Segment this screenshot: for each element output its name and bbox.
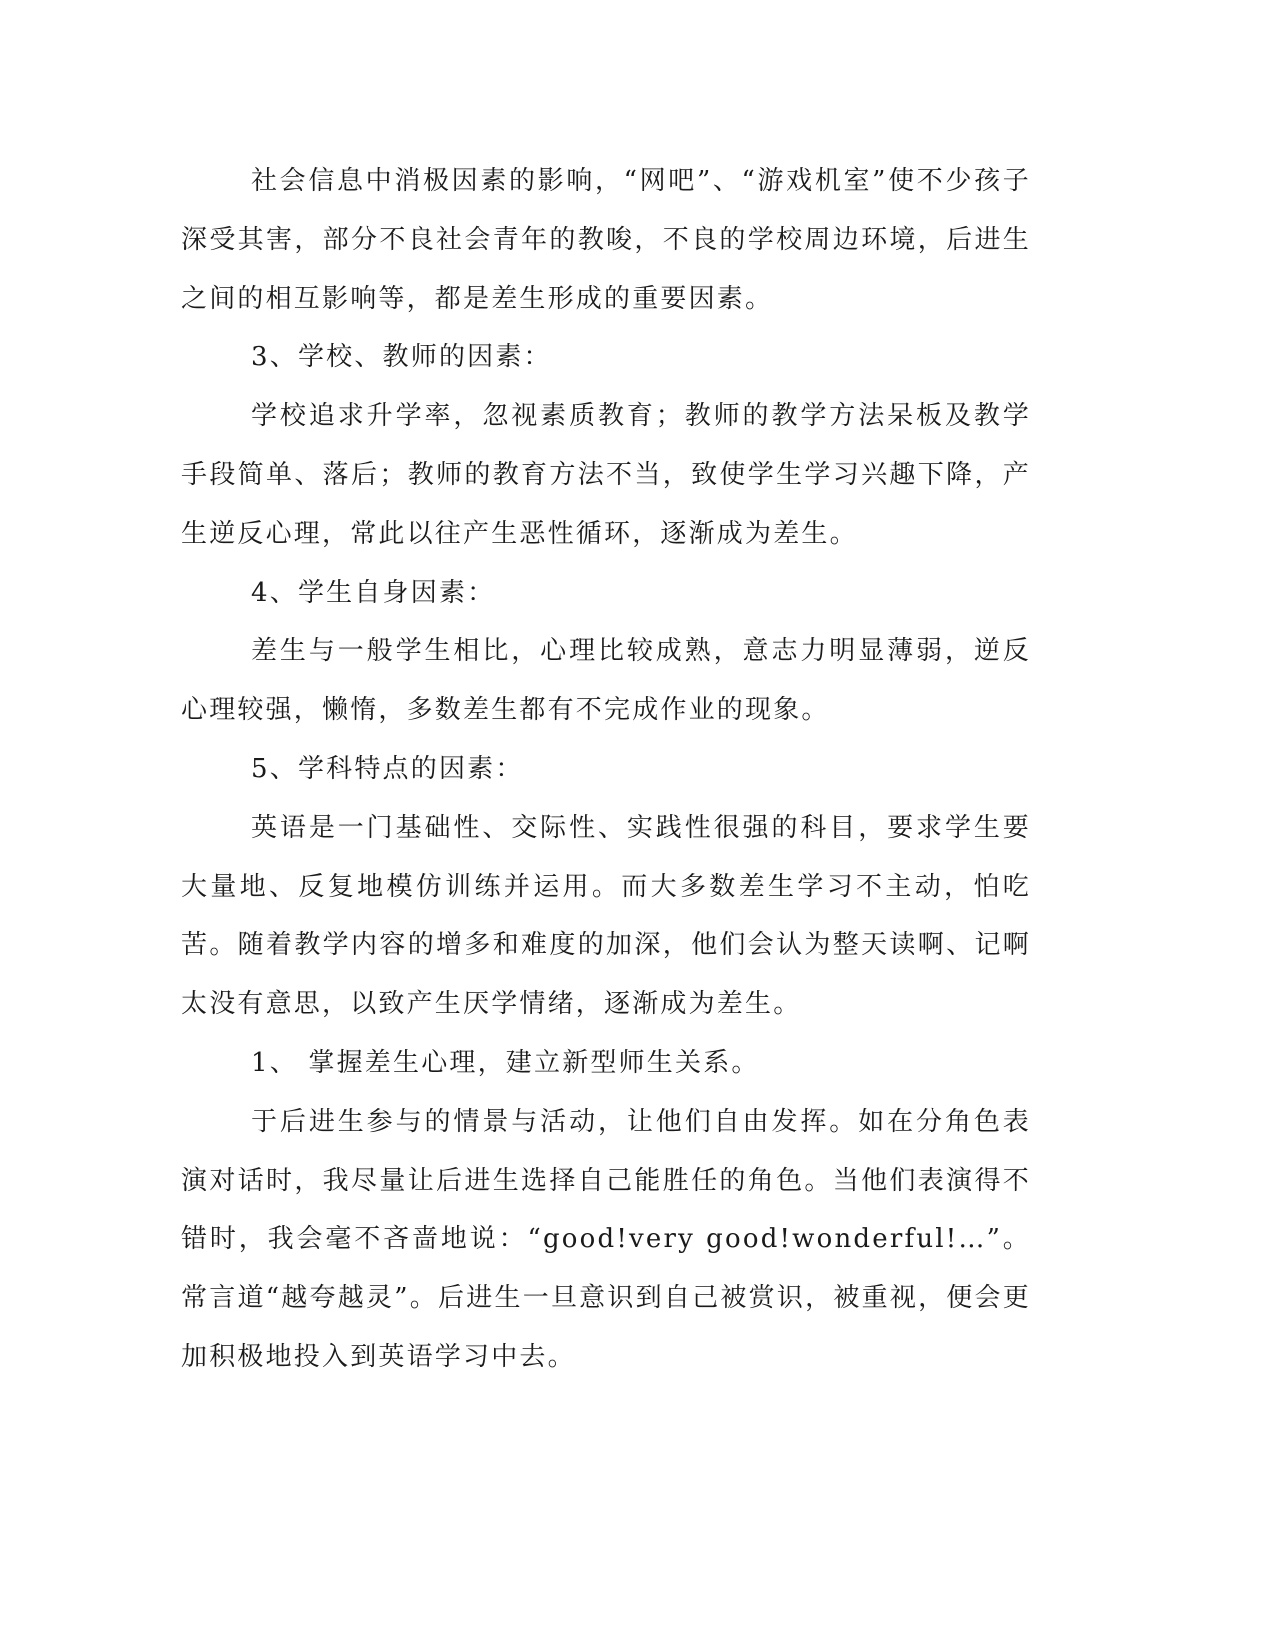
document-body bbox=[181, 152, 1031, 1387]
paragraph-student-psychology: 于后进生参与的情景与活动，让他们自由发挥。如在分角色表演对话时，我尽量让后进生选择自己能胜任的角色。当他们表演得不错时，我会毫不吝啬地说：“good!very good!wonderful!…”。常言道“越夸越灵”。后进生一旦意识到自己被赏识，被重视，便会更加积极地投入到英语学习中去。 bbox=[181, 1106, 1031, 1372]
heading-school-teacher-factors: 3、学校、教师的因素： bbox=[251, 342, 552, 373]
paragraph-subject-factors: 英语是一门基础性、交际性、实践性很强的科目，要求学生要大量地、反复地模仿训练并运用。而大多数差生学习不主动，怕吃苦。随着教学内容的增多和难度的加深，他们会认为整天读啊、记啊太没有意思，以致产生厌学情绪，逐渐成为差生。 bbox=[181, 812, 1031, 1020]
paragraph-social-factors: 社会信息中消极因素的影响，“网吧”、“游戏机室”使不少孩子深受其害，部分不良社会青年的教唆，不良的学校周边环境，后进生之间的相互影响等，都是差生形成的重要因素。 bbox=[181, 166, 1031, 314]
paragraph-school-teacher-factors: 学校追求升学率，忽视素质教育；教师的教学方法呆板及教学手段简单、落后；教师的教育方法不当，致使学生学习兴趣下降，产生逆反心理，常此以往产生恶性循环，逐渐成为差生。 bbox=[181, 401, 1031, 549]
heading-student-factors: 4、学生自身因素： bbox=[251, 577, 496, 608]
paragraph-student-factors: 差生与一般学生相比，心理比较成熟，意志力明显薄弱，逆反心理较强，懒惰，多数差生都有不完成作业的现象。 bbox=[181, 636, 1031, 726]
heading-student-psychology: 1、 掌握差生心理，建立新型师生关系。 bbox=[251, 1047, 760, 1078]
heading-subject-factors: 5、学科特点的因素： bbox=[251, 753, 524, 784]
